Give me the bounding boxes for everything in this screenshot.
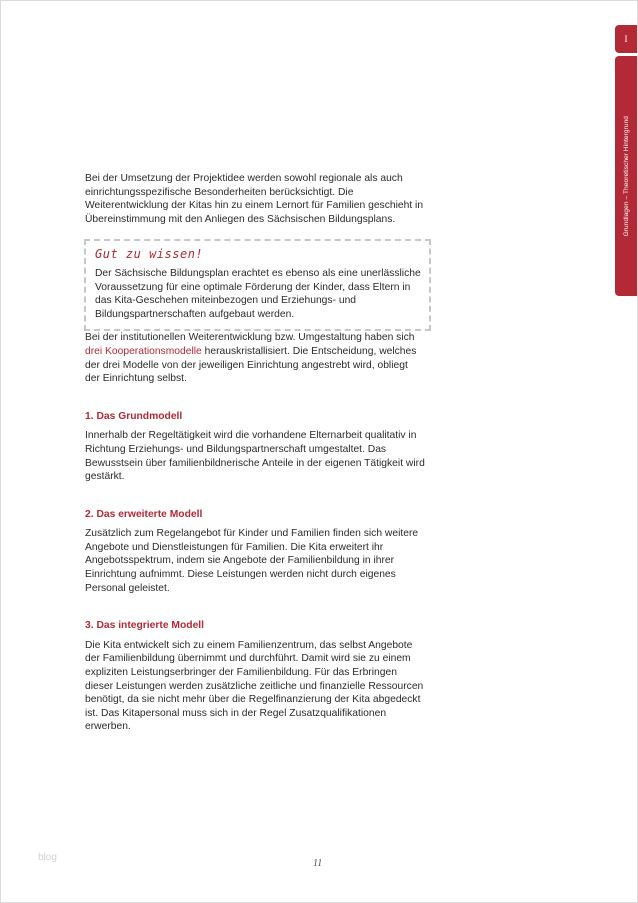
section-heading-grundmodell: 1. Das Grundmodell	[85, 410, 183, 422]
info-box-title: Gut zu wissen!	[95, 247, 204, 262]
info-box	[84, 239, 431, 331]
chapter-tab	[615, 25, 637, 53]
chapter-number: I	[624, 34, 628, 44]
highlighted-phrase: drei Kooperationsmodelle	[85, 345, 202, 357]
section-text-integriertes-modell: Die Kita entwickelt sich zu einem Familienzentrum, das selbst Angebote der Familienbildung übernimmt und durchführt. Damit wird sie zu einem expliziten Leistungserbringer der Familienbildung. Für das Erbringen dieser Leistungen werden zusätzliche zeitliche und finanzielle Ressourcen benötigt, da sie nicht mehr über die Regelfinanzierung der Kita abgedeckt ist. Das Kitapersonal muss sich in der Regel Zusatzqualifikationen erwerben.	[85, 639, 424, 733]
page-number: 11	[313, 858, 323, 869]
chapter-side-tab-label: Grundlagen – Theoretischer Hintergrund	[622, 115, 630, 237]
section-text-erweitertes-modell: Zusätzlich zum Regelangebot für Kinder und Familien finden sich weitere Angebote und Dienstleistungen für Familien. Die Kita erweitert ihr Angebotsspektrum, indem sie Angebote der Familienbildung in ihrer Einrichtung aufnimmt. Diese Leistungen werden nicht durch eigenes Personal geleistet.	[85, 528, 419, 594]
chapter-side-tab-label-wrap	[615, 56, 637, 296]
section-text-grundmodell: Innerhalb der Regeltätigkeit wird die vorhandene Elternarbeit qualitativ in Richtung Erziehungs- und Bildungspartnerschaft umgestaltet. Das Bewusstsein über familienbildnerische Anteile in der eigenen Tätigkeit wird gestärkt.	[85, 430, 425, 483]
transition-paragraph	[85, 331, 425, 385]
section-heading-erweitertes-modell: 2. Das erweiterte Modell	[85, 508, 203, 520]
info-box-text: Der Sächsische Bildungsplan erachtet es ebenso als eine unerlässliche Voraussetzung für eine optimale Förderung der Kinder, dass Eltern in das Kita-Geschehen miteinbezogen und Erziehungs- und Bildungspartnerschaften aufgebaut werden.	[95, 267, 421, 320]
intro-paragraph: Bei der Umsetzung der Projektidee werden sowohl regionale als auch einrichtungsspezifische Besonderheiten berücksichtigt. Die Weiterentwicklung der Kitas hin zu einem Lernort für Familien geschieht in Übereinstimmung mit den Anliegen des Sächsischen Bildungsplans.	[85, 173, 424, 225]
watermark-text: blog	[38, 852, 57, 863]
main-content	[85, 172, 425, 734]
section-heading-integriertes-modell: 3. Das integrierte Modell	[85, 620, 205, 632]
transition-text-after: herauskristallisiert. Die Entscheidung, welches der drei Modelle von der jeweiligen Einrichtung angestrebt wird, obliegt der Einrichtung selbst.	[85, 345, 417, 385]
transition-text-before: Bei der institutionellen Weiterentwicklung bzw. Umgestaltung haben sich	[85, 332, 415, 344]
